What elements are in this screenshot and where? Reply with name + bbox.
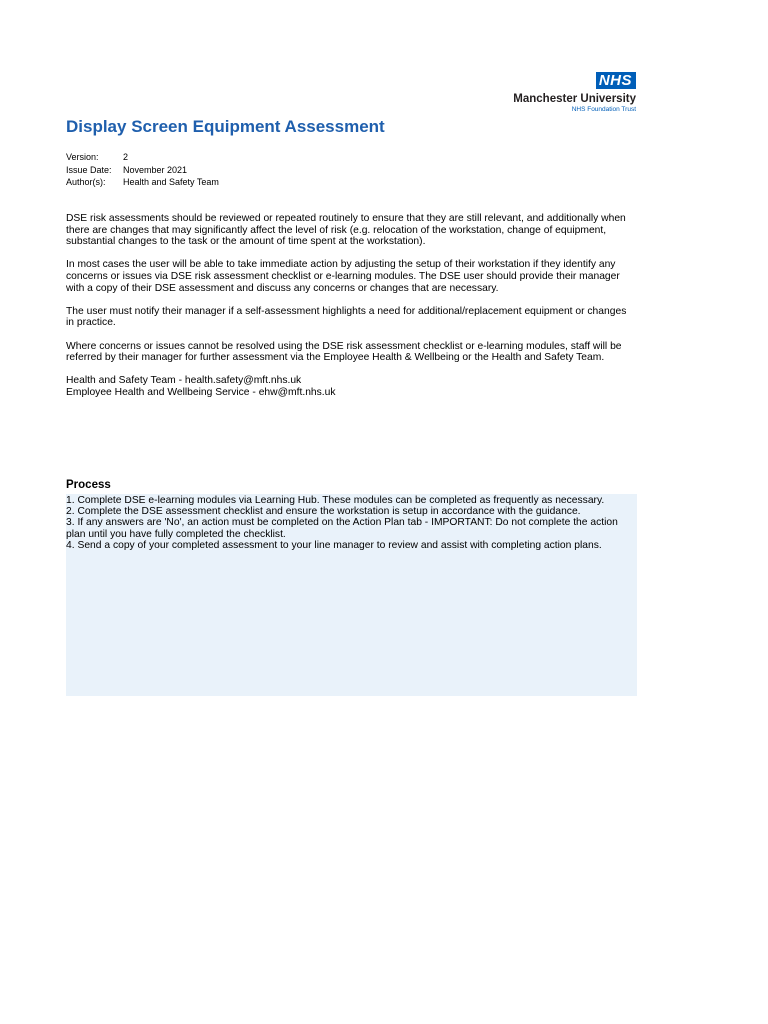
process-step: 2. Complete the DSE assessment checklist and ensure the workstation is setup in accordance with the guidance.: [66, 506, 581, 518]
meta-value: 2: [123, 152, 129, 162]
nhs-badge: NHS: [596, 72, 636, 89]
process-steps-box: [66, 494, 637, 696]
process-step: 3. If any answers are 'No', an action must be completed on the Action Plan tab - IMPORTANT: Do not complete the action plan until you have fully completed the checklist.: [66, 517, 618, 540]
paragraph: DSE risk assessments should be reviewed or repeated routinely to ensure that they are still relevant, and additionally when there are changes that may significantly affect the level of risk (e.g. relocation of the workstation, change of equipment, substantial changes to the task or the amount of time spent at the workstation).: [66, 213, 626, 248]
contact-employee-health: Employee Health and Wellbeing Service - ehw@mft.nhs.uk: [66, 386, 336, 398]
logo-subtitle: NHS Foundation Trust: [571, 106, 636, 113]
nhs-trust-logo: [506, 72, 636, 114]
contact-health-safety: Health and Safety Team - health.safety@mft.nhs.uk: [66, 375, 302, 387]
meta-row-version: [66, 151, 219, 164]
paragraph: The user must notify their manager if a self-assessment highlights a need for additional/replacement equipment or changes in practice.: [66, 305, 627, 329]
logo-organisation-name: Manchester University: [513, 93, 636, 105]
paragraph: In most cases the user will be able to take immediate action by adjusting the setup of their workstation if they identify any concerns or issues via DSE risk assessment checklist or e-learning modules. The DSE user should provide their manager with a copy of their DSE assessment and discuss any concerns or changes that are necessary.: [66, 259, 620, 294]
process-step: 4. Send a copy of your completed assessment to your line manager to review and assist with completing action plans.: [66, 539, 602, 551]
meta-row-issue-date: [66, 164, 219, 177]
meta-label: Issue Date:: [66, 164, 112, 175]
process-heading: Process: [66, 479, 111, 491]
meta-value: November 2021: [123, 164, 188, 175]
meta-value: Health and Safety Team: [123, 177, 219, 187]
process-step: 1. Complete DSE e-learning modules via Learning Hub. These modules can be completed as frequently as necessary.: [66, 495, 605, 506]
meta-label: Version:: [66, 152, 99, 162]
guidance-text: [66, 213, 636, 399]
document-metadata: [66, 151, 219, 189]
meta-label: Author(s):: [66, 177, 106, 187]
document-title: Display Screen Equipment Assessment: [66, 117, 385, 136]
meta-row-authors: [66, 176, 219, 189]
paragraph: Where concerns or issues cannot be resolved using the DSE risk assessment checklist or e-learning modules, staff will be referred by their manager for further assessment via the Employee Health & Wellbeing or the Health and Safety Team.: [66, 340, 622, 364]
